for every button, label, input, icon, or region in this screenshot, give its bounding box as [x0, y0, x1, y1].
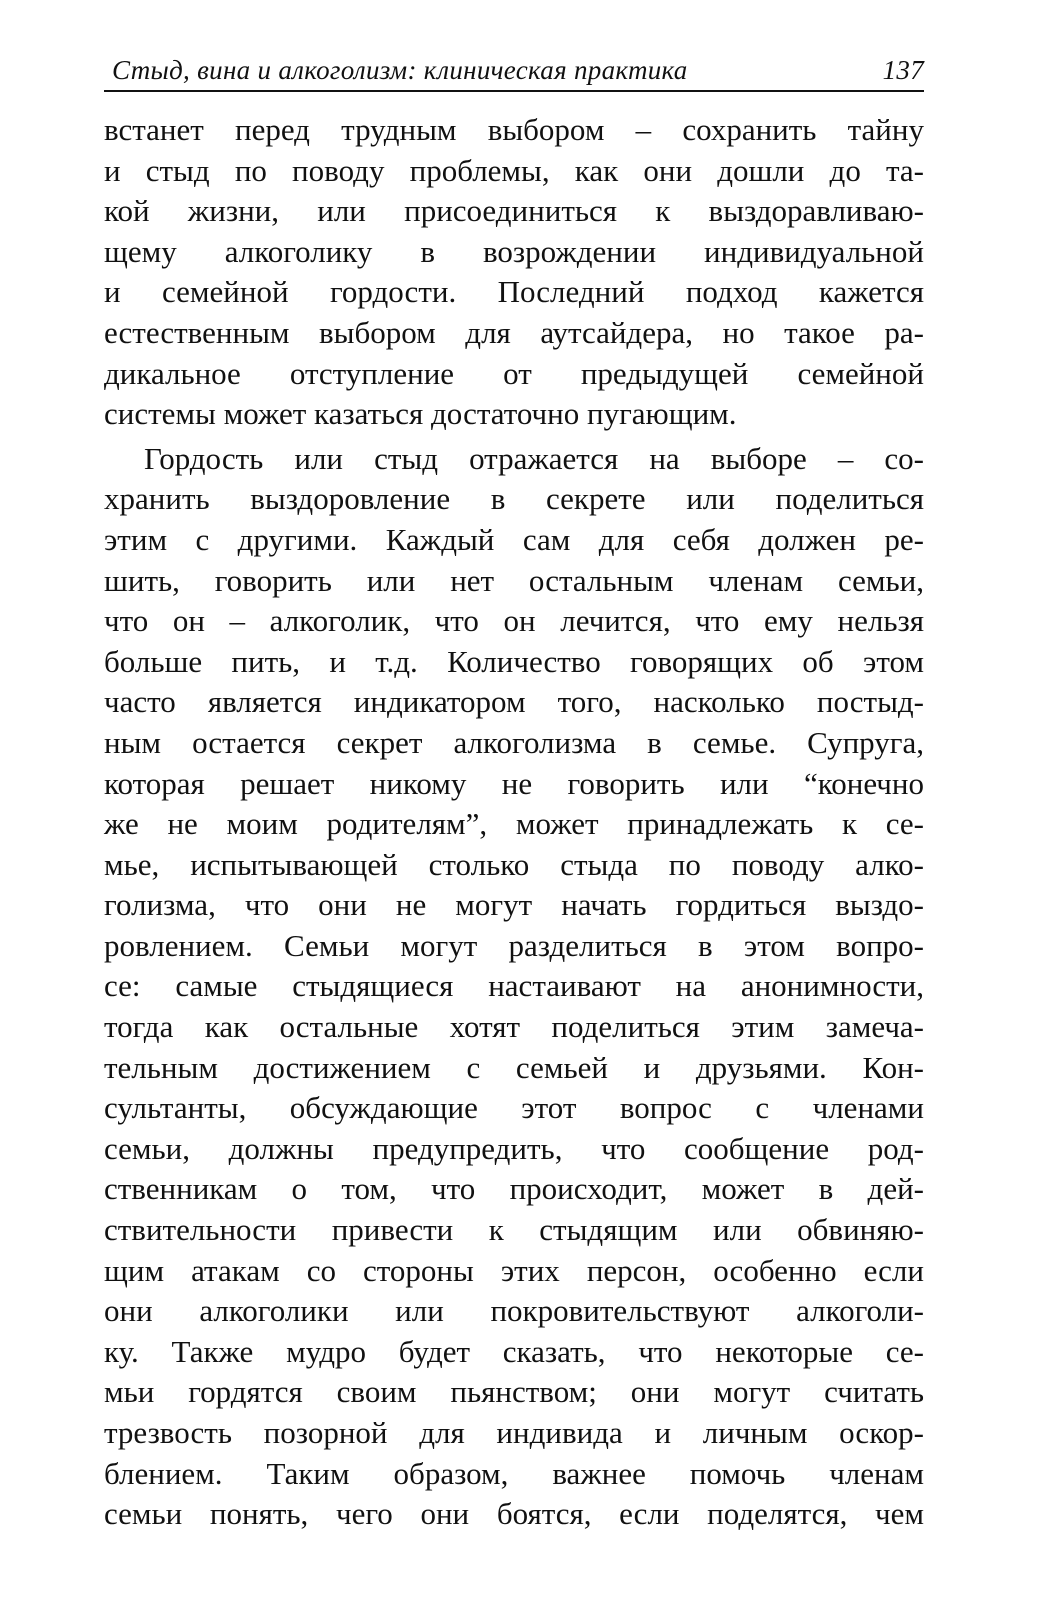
text-line: се: самые стыдящиеся настаивают на анонимности,: [104, 968, 924, 1004]
text-line: семьи понять, чего они боятся, если поделятся, чем: [104, 1496, 924, 1532]
text-line: Гордость или стыд отражается на выборе – со-: [144, 440, 924, 476]
text-line: ку. Также мудро будет сказать, что некоторые се-: [104, 1333, 924, 1369]
text-line: щему алкоголику в возрождении индивидуальной: [104, 233, 924, 269]
header-title: Стыд, вина и алкоголизм: клиническая практика: [112, 55, 688, 85]
text-line: хранить выздоровление в секрете или поделиться: [104, 481, 924, 517]
paragraph-1: [104, 110, 924, 435]
text-line: и стыд по поводу проблемы, как они дошли до та-: [104, 152, 924, 188]
text-line: дикальное отступление от предыдущей семейной: [104, 355, 924, 391]
text-line: мьи гордятся своим пьянством; они могут считать: [104, 1374, 924, 1410]
paragraph-2: [104, 439, 924, 1535]
text-line: голизма, что они не могут начать гордиться выздо-: [104, 887, 924, 923]
text-line: естественным выбором для аутсайдера, но такое ра-: [104, 314, 924, 350]
text-line: системы может казаться достаточно пугающим.: [104, 396, 737, 432]
text-line: они алкоголики или покровительствуют алкоголи-: [104, 1293, 924, 1329]
text-line: кой жизни, или присоединиться к выздоравливаю-: [104, 193, 924, 229]
body-text: [104, 110, 924, 1535]
text-line: шить, говорить или нет остальным членам семьи,: [104, 562, 924, 598]
text-line: ствительности привести к стыдящим или обвиняю-: [104, 1212, 924, 1248]
text-line: и семейной гордости. Последний подход кажется: [104, 274, 924, 310]
text-line: щим атакам со стороны этих персон, особенно если: [104, 1252, 924, 1288]
text-line: мье, испытывающей столько стыда по поводу алко-: [104, 846, 924, 882]
text-line: же не моим родителям”, может принадлежать к се-: [104, 806, 924, 842]
text-line: тогда как остальные хотят поделиться этим замеча-: [104, 1009, 924, 1045]
running-header: [104, 50, 924, 92]
text-line: которая решает никому не говорить или “конечно: [104, 765, 924, 801]
text-line: этим с другими. Каждый сам для себя должен ре-: [104, 521, 924, 557]
text-line: что он – алкоголик, что он лечится, что ему нельзя: [104, 603, 924, 639]
text-line: семьи, должны предупредить, что сообщение род-: [104, 1130, 924, 1166]
text-line: больше пить, и т.д. Количество говорящих об этом: [104, 643, 924, 679]
book-page: [104, 50, 924, 1570]
text-line: ровлением. Семьи могут разделиться в этом вопро-: [104, 927, 924, 963]
text-line: тельным достижением с семьей и друзьями. Кон-: [104, 1049, 924, 1085]
page-number: 137: [882, 55, 924, 85]
text-line: встанет перед трудным выбором – сохранить тайну: [104, 112, 924, 147]
text-line: часто является индикатором того, насколько постыд-: [104, 684, 924, 720]
text-line: ственникам о том, что происходит, может в дей-: [104, 1171, 924, 1207]
text-line: блением. Таким образом, важнее помочь членам: [104, 1455, 924, 1491]
text-line: ным остается секрет алкоголизма в семье. Супруга,: [104, 724, 924, 760]
text-line: сультанты, обсуждающие этот вопрос с членами: [104, 1090, 924, 1126]
text-line: трезвость позорной для индивида и личным оскор-: [104, 1415, 924, 1450]
